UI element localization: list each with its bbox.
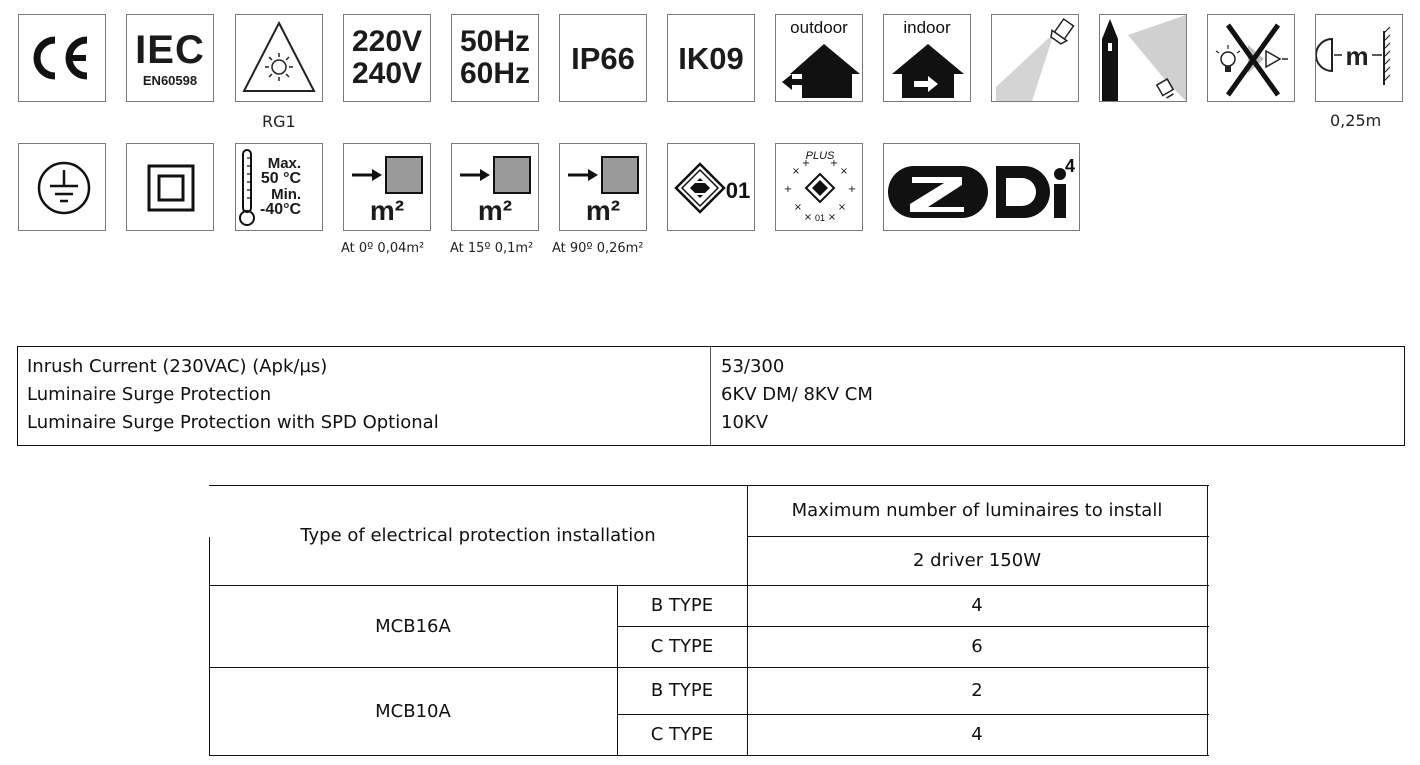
wind-area-icon-0deg [343, 143, 431, 231]
outdoor-label: outdoor [790, 18, 848, 37]
iec-label: IEC [135, 27, 205, 72]
double-insulation-icon [126, 143, 214, 231]
electrical-protection-table [209, 485, 1209, 757]
wind-area-caption-0deg: At 0º 0,04m² [341, 241, 425, 256]
enec-plus-number: 01 [814, 213, 826, 223]
surge-value-protection: 6KV DM/ 8KV CM [721, 384, 873, 405]
svg-text:×: × [827, 212, 837, 223]
voltage-line-1: 220V [351, 25, 423, 58]
temp-max-label: Max. [267, 155, 302, 172]
indoor-label: indoor [903, 18, 951, 37]
thermometer-icon [235, 143, 323, 231]
breaker-mcb10a: MCB10A [375, 700, 451, 722]
ip-label: IP66 [571, 40, 635, 76]
wind-area-caption-15deg: At 15º 0,1m² [450, 241, 534, 256]
min-distance-icon [1315, 14, 1403, 102]
header-protection-type: Type of electrical protection installation [300, 524, 656, 546]
svg-text:+: + [829, 158, 839, 169]
spotlight-beam-icon [991, 14, 1079, 102]
svg-text:×: × [837, 202, 847, 213]
header-max-luminaires: Maximum number of luminaires to install [791, 500, 1163, 521]
curve-type: C TYPE [650, 724, 714, 745]
surge-table-divider [710, 347, 711, 445]
enec-number: 01 [725, 178, 751, 203]
enec-mark-icon [667, 143, 755, 231]
no-lamp-cross-icon [1207, 14, 1295, 102]
distance-caption: 0,25m [1330, 111, 1382, 130]
table-line [1207, 485, 1208, 756]
surge-label-inrush: Inrush Current (230VAC) (Apk/µs) [27, 356, 328, 377]
max-luminaires-value: 2 [971, 680, 983, 701]
rg1-caption: RG1 [262, 112, 296, 131]
enec-plus-mark-icon [775, 143, 863, 231]
wind-area-caption-90deg: At 90º 0,26m² [552, 241, 644, 256]
surge-value-spd: 10KV [721, 412, 769, 433]
svg-text:×: × [791, 166, 801, 177]
temp-min-value: -40°C [260, 201, 302, 218]
ce-mark-icon [18, 14, 106, 102]
enec-plus-label: PLUS [805, 150, 835, 162]
voltage-line-2: 240V [351, 57, 423, 90]
ik-rating-icon [667, 14, 755, 102]
surge-label-protection: Luminaire Surge Protection [27, 384, 272, 405]
outdoor-house-icon [775, 14, 863, 102]
ip-rating-icon [559, 14, 647, 102]
zd4i-superscript: 4 [1064, 156, 1076, 176]
frequency-line-1: 50Hz [459, 25, 531, 58]
indoor-house-icon [883, 14, 971, 102]
max-luminaires-value: 6 [971, 636, 983, 657]
curve-type: B TYPE [650, 680, 714, 701]
ik-label: IK09 [678, 40, 744, 76]
svg-text:×: × [839, 166, 849, 177]
svg-text:+: + [801, 158, 811, 169]
wind-area-unit: m² [369, 195, 405, 226]
wind-area-icon-90deg [559, 143, 647, 231]
max-luminaires-value: 4 [971, 595, 983, 616]
svg-text:×: × [793, 202, 803, 213]
max-luminaires-value: 4 [971, 724, 983, 745]
header-driver: 2 driver 150W [912, 550, 1041, 571]
breaker-mcb16a: MCB16A [375, 615, 451, 637]
svg-text:+: + [847, 184, 857, 195]
facade-uplight-icon [1099, 14, 1187, 102]
photobiological-risk-icon [235, 14, 323, 102]
surge-protection-table [17, 346, 1405, 446]
svg-text:×: × [803, 212, 813, 223]
distance-label: m [1345, 41, 1369, 71]
wind-area-unit: m² [585, 195, 621, 226]
temp-min-label: Min. [271, 186, 302, 203]
protective-earth-icon [18, 143, 106, 231]
iec-sublabel: EN60598 [142, 72, 198, 88]
temp-max-value: 50 °C [260, 170, 302, 187]
surge-label-spd: Luminaire Surge Protection with SPD Optional [27, 412, 439, 433]
table-line [209, 755, 1209, 756]
svg-text:+: + [783, 184, 793, 195]
voltage-icon [343, 14, 431, 102]
curve-type: C TYPE [650, 636, 714, 657]
surge-value-inrush: 53/300 [721, 356, 785, 377]
iec-mark-icon [126, 14, 214, 102]
zd4i-logo-icon [883, 143, 1080, 231]
curve-type: B TYPE [650, 595, 714, 616]
wind-area-unit: m² [477, 195, 513, 226]
wind-area-icon-15deg [451, 143, 539, 231]
frequency-line-2: 60Hz [459, 57, 531, 90]
frequency-icon [451, 14, 539, 102]
